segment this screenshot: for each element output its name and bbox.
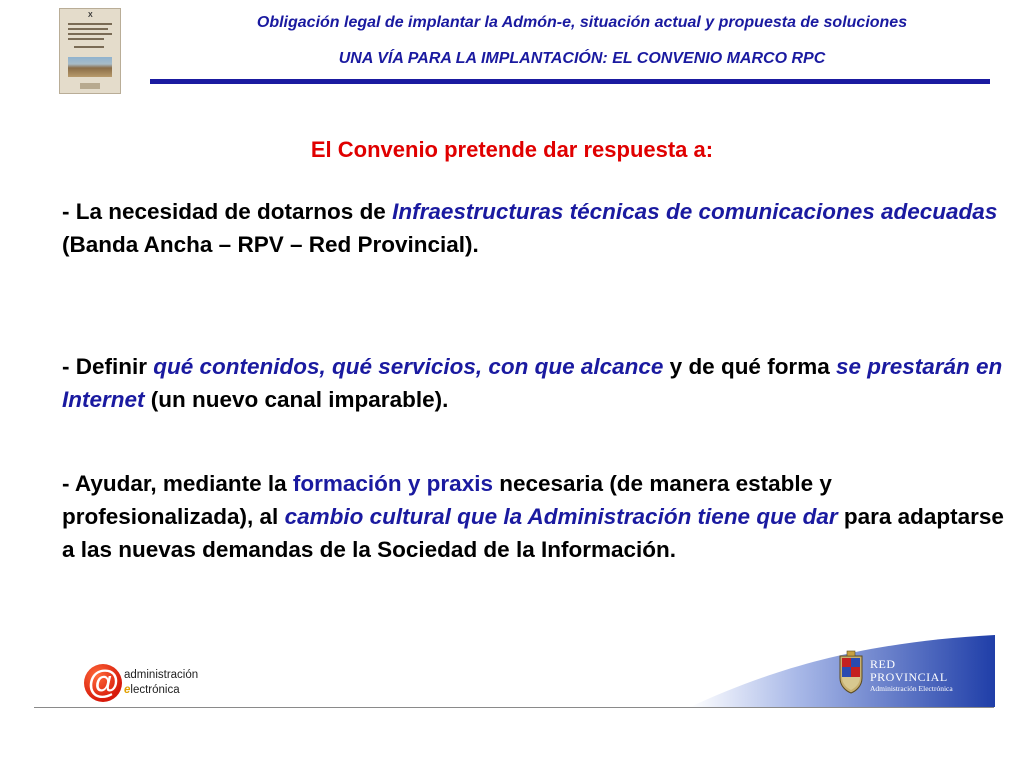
book-cover-text-line bbox=[68, 38, 104, 40]
header-subtitle: UNA VÍA PARA LA IMPLANTACIÓN: EL CONVENIO MARCO RPC bbox=[338, 50, 826, 67]
book-cover-mark: X bbox=[88, 12, 93, 19]
administracion-electronica-logo bbox=[84, 664, 264, 704]
bullet-highlight: qué contenidos, qué servicios, con que alcance bbox=[153, 354, 664, 379]
header-divider bbox=[150, 79, 990, 84]
red-provincial-line1: RED bbox=[870, 657, 896, 671]
bullet-text: (un nuevo canal imparable). bbox=[144, 387, 449, 412]
book-cover-emblem bbox=[80, 83, 100, 89]
bullet-highlight: formación y praxis bbox=[292, 471, 493, 496]
logo-text-line2 bbox=[124, 684, 180, 696]
bullet-text: - Definir bbox=[62, 354, 154, 379]
bullet-highlight: Infraestructuras técnicas de comunicaciones adecuadas bbox=[392, 199, 998, 224]
bullet-text: (Banda Ancha – RPV – Red Provincial). bbox=[62, 232, 479, 257]
logo-text-line2-rest: lectrónica bbox=[130, 684, 180, 696]
book-cover-photo bbox=[68, 57, 112, 77]
bullet-text: necesaria (de manera estable y profesionalizada), al bbox=[62, 471, 832, 529]
bullet-text: - Ayudar, mediante la bbox=[62, 471, 293, 496]
red-provincial-line2: PROVINCIAL bbox=[870, 670, 948, 684]
bullet-contenidos bbox=[62, 350, 1022, 416]
header-title: Obligación legal de implantar la Admón-e, situación actual y propuesta de soluciones bbox=[256, 14, 908, 31]
red-provincial-line3: Administración Electrónica bbox=[870, 684, 953, 693]
bullet-text: y de qué forma bbox=[663, 354, 836, 379]
bullet-highlight: se prestarán en Internet bbox=[62, 354, 1003, 412]
bullet-infraestructuras bbox=[62, 195, 1022, 261]
book-cover-thumbnail bbox=[59, 8, 121, 94]
footer-divider bbox=[34, 707, 994, 708]
bullet-highlight: cambio cultural que la Administración tiene que dar bbox=[284, 504, 838, 529]
red-provincial-logo bbox=[838, 650, 998, 698]
book-cover-text-line bbox=[74, 46, 104, 48]
logo-e-letter: e bbox=[124, 684, 131, 696]
book-cover-text-line bbox=[68, 23, 112, 25]
book-cover-text-line bbox=[68, 33, 112, 35]
logo-text-line1: administración bbox=[124, 669, 199, 681]
coat-of-arms-icon bbox=[838, 650, 864, 694]
at-sign-icon: @ bbox=[84, 664, 122, 702]
bullet-text: para adaptarse a las nuevas demandas de la Sociedad de la Información. bbox=[62, 504, 1004, 562]
bullet-formacion bbox=[62, 467, 1022, 566]
slide-title: El Convenio pretende dar respuesta a: bbox=[310, 137, 714, 162]
book-cover-text-line bbox=[68, 28, 108, 30]
bullet-text: - La necesidad de dotarnos de bbox=[62, 199, 393, 224]
